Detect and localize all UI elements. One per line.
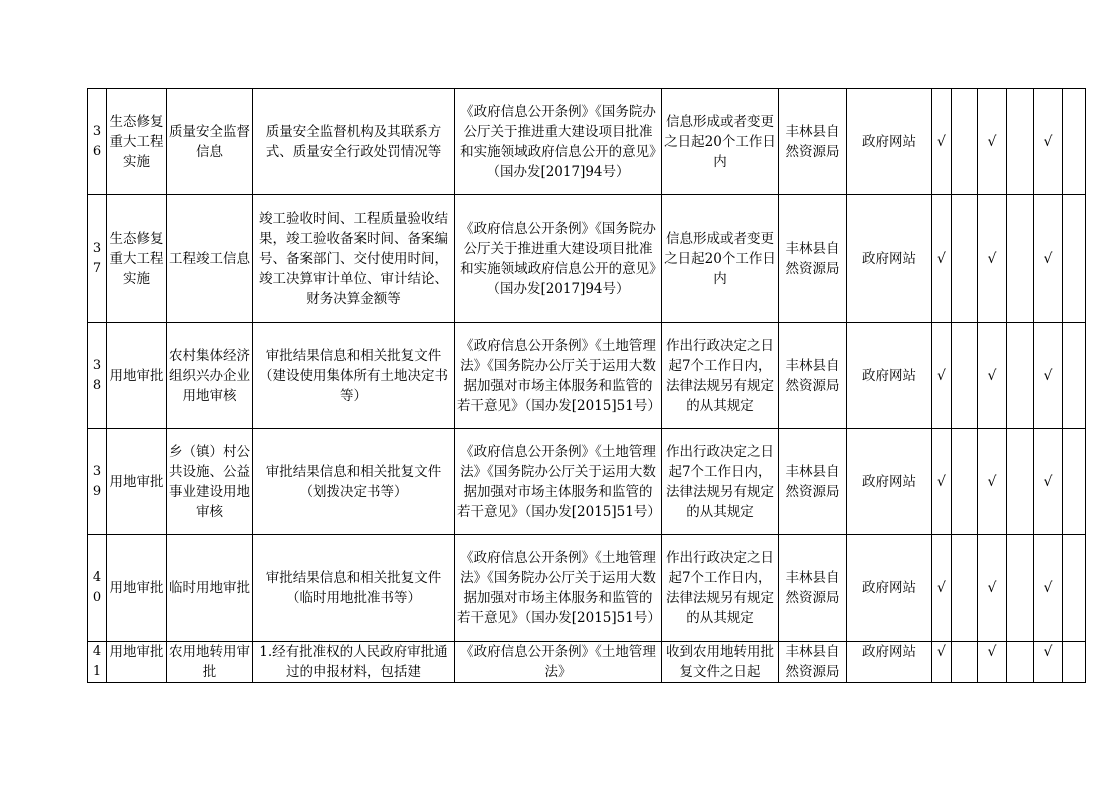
check-cell [1063,195,1086,323]
check-cell: √ [978,195,1007,323]
channel-cell: 政府网站 [847,535,932,642]
check-cell [952,429,978,535]
check-cell: √ [1034,535,1063,642]
table-row [88,89,1086,195]
check-cell: √ [932,89,952,195]
item-cell: 农用地转用审批 [167,642,253,683]
table-row [88,429,1086,535]
check-cell [1063,89,1086,195]
check-cell [1063,642,1086,683]
channel-cell: 政府网站 [847,323,932,429]
check-cell: √ [978,323,1007,429]
row-number: 39 [88,429,107,535]
table-row [88,323,1086,429]
category-cell: 生态修复重大工程实施 [107,89,167,195]
time-limit-cell: 作出行政决定之日起7个工作日内，法律法规另有规定的从其规定 [662,429,779,535]
content-cell: 审批结果信息和相关批复文件（划拨决定书等） [253,429,455,535]
content-cell: 质量安全监督机构及其联系方式、质量安全行政处罚情况等 [253,89,455,195]
check-cell [1007,195,1034,323]
check-cell: √ [1034,195,1063,323]
content-cell: 1.经有批准权的人民政府审批通过的申报材料，包括建 [253,642,455,683]
time-limit-cell: 作出行政决定之日起7个工作日内，法律法规另有规定的从其规定 [662,323,779,429]
check-cell: √ [978,535,1007,642]
subject-cell: 丰林县自然资源局 [779,429,847,535]
row-number: 40 [88,535,107,642]
check-cell: √ [1034,323,1063,429]
subject-cell: 丰林县自然资源局 [779,642,847,683]
check-cell [952,89,978,195]
item-cell: 质量安全监督信息 [167,89,253,195]
row-number: 36 [88,89,107,195]
check-cell [1007,642,1034,683]
time-limit-cell: 信息形成或者变更之日起20个工作日内 [662,195,779,323]
content-cell: 审批结果信息和相关批复文件（建设使用集体所有土地决定书等） [253,323,455,429]
check-cell: √ [978,642,1007,683]
item-cell: 临时用地审批 [167,535,253,642]
check-cell: √ [932,535,952,642]
table-row [88,535,1086,642]
item-cell: 农村集体经济组织兴办企业用地审核 [167,323,253,429]
item-cell: 工程竣工信息 [167,195,253,323]
content-cell: 竣工验收时间、工程质量验收结果，竣工验收备案时间、备案编号、备案部门、交付使用时间，竣工决算审计单位、审计结论、财务决算金额等 [253,195,455,323]
channel-cell: 政府网站 [847,642,932,683]
time-limit-cell: 作出行政决定之日起7个工作日内，法律法规另有规定的从其规定 [662,535,779,642]
row-number: 37 [88,195,107,323]
disclosure-table [87,88,1086,683]
row-number: 41 [88,642,107,683]
check-cell: √ [932,642,952,683]
subject-cell: 丰林县自然资源局 [779,89,847,195]
subject-cell: 丰林县自然资源局 [779,195,847,323]
channel-cell: 政府网站 [847,429,932,535]
content-cell: 审批结果信息和相关批复文件（临时用地批准书等） [253,535,455,642]
category-cell: 用地审批 [107,429,167,535]
time-limit-cell: 收到农用地转用批复文件之日起 [662,642,779,683]
check-cell: √ [1034,642,1063,683]
check-cell [952,195,978,323]
basis-cell: 《政府信息公开条例》《土地管理法》 [455,642,662,683]
check-cell [1007,323,1034,429]
check-cell: √ [978,429,1007,535]
subject-cell: 丰林县自然资源局 [779,535,847,642]
row-number: 38 [88,323,107,429]
category-cell: 用地审批 [107,642,167,683]
basis-cell: 《政府信息公开条例》《土地管理法》《国务院办公厅关于运用大数据加强对市场主体服务和监管的若干意见》（国办发[2015]51号） [455,535,662,642]
basis-cell: 《政府信息公开条例》《土地管理法》《国务院办公厅关于运用大数据加强对市场主体服务和监管的若干意见》（国办发[2015]51号） [455,429,662,535]
check-cell [1063,429,1086,535]
category-cell: 用地审批 [107,535,167,642]
check-cell [1007,89,1034,195]
check-cell: √ [932,429,952,535]
basis-cell: 《政府信息公开条例》《国务院办公厅关于推进重大建设项目批准和实施领域政府信息公开的意见》（国办发[2017]94号） [455,195,662,323]
check-cell: √ [1034,429,1063,535]
check-cell: √ [978,89,1007,195]
check-cell [1007,535,1034,642]
time-limit-cell: 信息形成或者变更之日起20个工作日内 [662,89,779,195]
basis-cell: 《政府信息公开条例》《土地管理法》《国务院办公厅关于运用大数据加强对市场主体服务和监管的若干意见》（国办发[2015]51号） [455,323,662,429]
check-cell: √ [932,195,952,323]
table-row [88,642,1086,683]
item-cell: 乡（镇）村公共设施、公益事业建设用地审核 [167,429,253,535]
table-row [88,195,1086,323]
check-cell [952,535,978,642]
basis-cell: 《政府信息公开条例》《国务院办公厅关于推进重大建设项目批准和实施领域政府信息公开的意见》（国办发[2017]94号） [455,89,662,195]
check-cell [1007,429,1034,535]
check-cell [952,323,978,429]
channel-cell: 政府网站 [847,195,932,323]
category-cell: 生态修复重大工程实施 [107,195,167,323]
check-cell: √ [1034,89,1063,195]
check-cell [1063,535,1086,642]
check-cell: √ [932,323,952,429]
subject-cell: 丰林县自然资源局 [779,323,847,429]
check-cell [952,642,978,683]
category-cell: 用地审批 [107,323,167,429]
check-cell [1063,323,1086,429]
channel-cell: 政府网站 [847,89,932,195]
